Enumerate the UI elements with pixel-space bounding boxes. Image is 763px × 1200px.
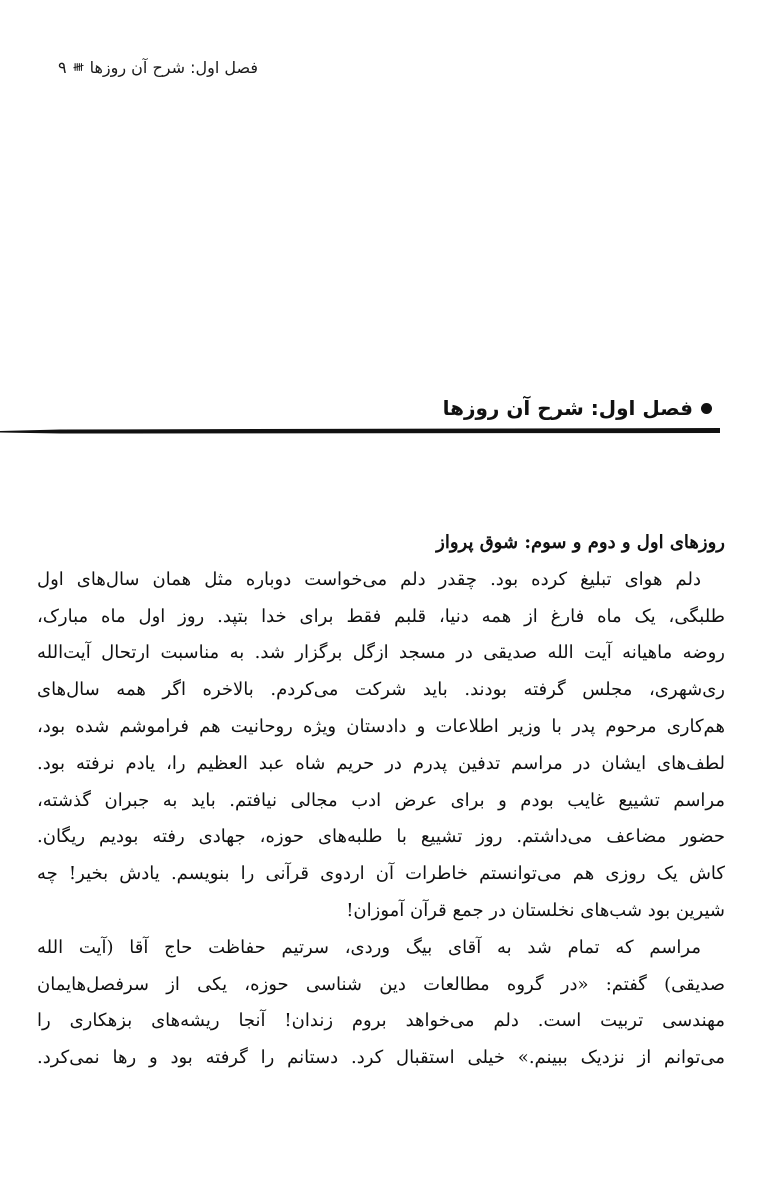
chapter-rule [0, 424, 720, 438]
page-number: ۹ [58, 57, 67, 77]
chapter-header [0, 392, 720, 438]
body-line: کاش یک روزی هم می‌توانستم خاطرات آن اردوی قرآنی را بنویسم. یادش بخیر! چه [37, 863, 725, 885]
bullet-icon [701, 403, 712, 414]
body-line: حضور مضاعف می‌داشتم. روز تشییع با طلبه‌های حوزه، جهادی رفته بودیم ریگان. [37, 826, 725, 848]
body-line: مراسم که تمام شد به آقای بیگ وردی، سرتیم حفاظت حاج آقا (آیت الله [37, 936, 701, 958]
body-line: روضه ماهیانه آیت الله صدیقی در مسجد ازگل برگزار شد. به مناسبت ارتحال آیت‌الله [37, 642, 725, 664]
body-line: ری‌شهری، مجلس گرفته بودند. باید شرکت می‌کردم. بالاخره اگر همه سال‌های [37, 679, 725, 701]
body-line: لطف‌های ایشان در مراسم تدفین پدرم در حریم شاه عبد العظیم را، یادم نرفته بود. [37, 752, 725, 774]
body-line: طلبگی، یک ماه فارغ از همه دنیا، قلبم فقط برای خدا بتپد. روز اول ماه مبارک، [37, 605, 725, 627]
body-text [37, 525, 725, 1077]
running-header-chapter: فصل اول: شرح آن روزها [89, 57, 258, 77]
body-line: هم‌کاری مرحوم پدر با وزیر اطلاعات و دادستان ویژه روحانیت هم فراموشم شده بود، [37, 715, 725, 737]
tally-marks-icon [73, 56, 84, 78]
body-line: دلم هوای تبلیغ کرده بود. چقدر دلم می‌خواست دوباره مثل همان سال‌های اول [37, 568, 701, 590]
body-line: مراسم تشییع غایب بودم و برای عرض ادب مجالی نیافتم. باید به جبران گذشته، [37, 789, 725, 811]
chapter-title: فصل اول: شرح آن روزها [442, 396, 693, 420]
running-header [58, 55, 258, 79]
body-line: شیرین بود شب‌های نخلستان در جمع قرآن آموزان! [346, 899, 725, 921]
body-line: می‌توانم از نزدیک ببینم.» خیلی استقبال کرد. دستانم را گرفته بود و رها نمی‌کرد. [37, 1047, 725, 1069]
section-heading: روزهای اول و دوم و سوم: شوق پرواز [436, 532, 725, 553]
body-line: صدیقی) گفتم: «در گروه مطالعات دین شناسی حوزه، یکی از سرفصل‌هایمان [37, 973, 725, 995]
body-line: مهندسی تربیت است. دلم می‌خواهد بروم زندان! آنجا ریشه‌های بزهکاری را [37, 1010, 725, 1032]
chapter-title-block [443, 396, 712, 420]
